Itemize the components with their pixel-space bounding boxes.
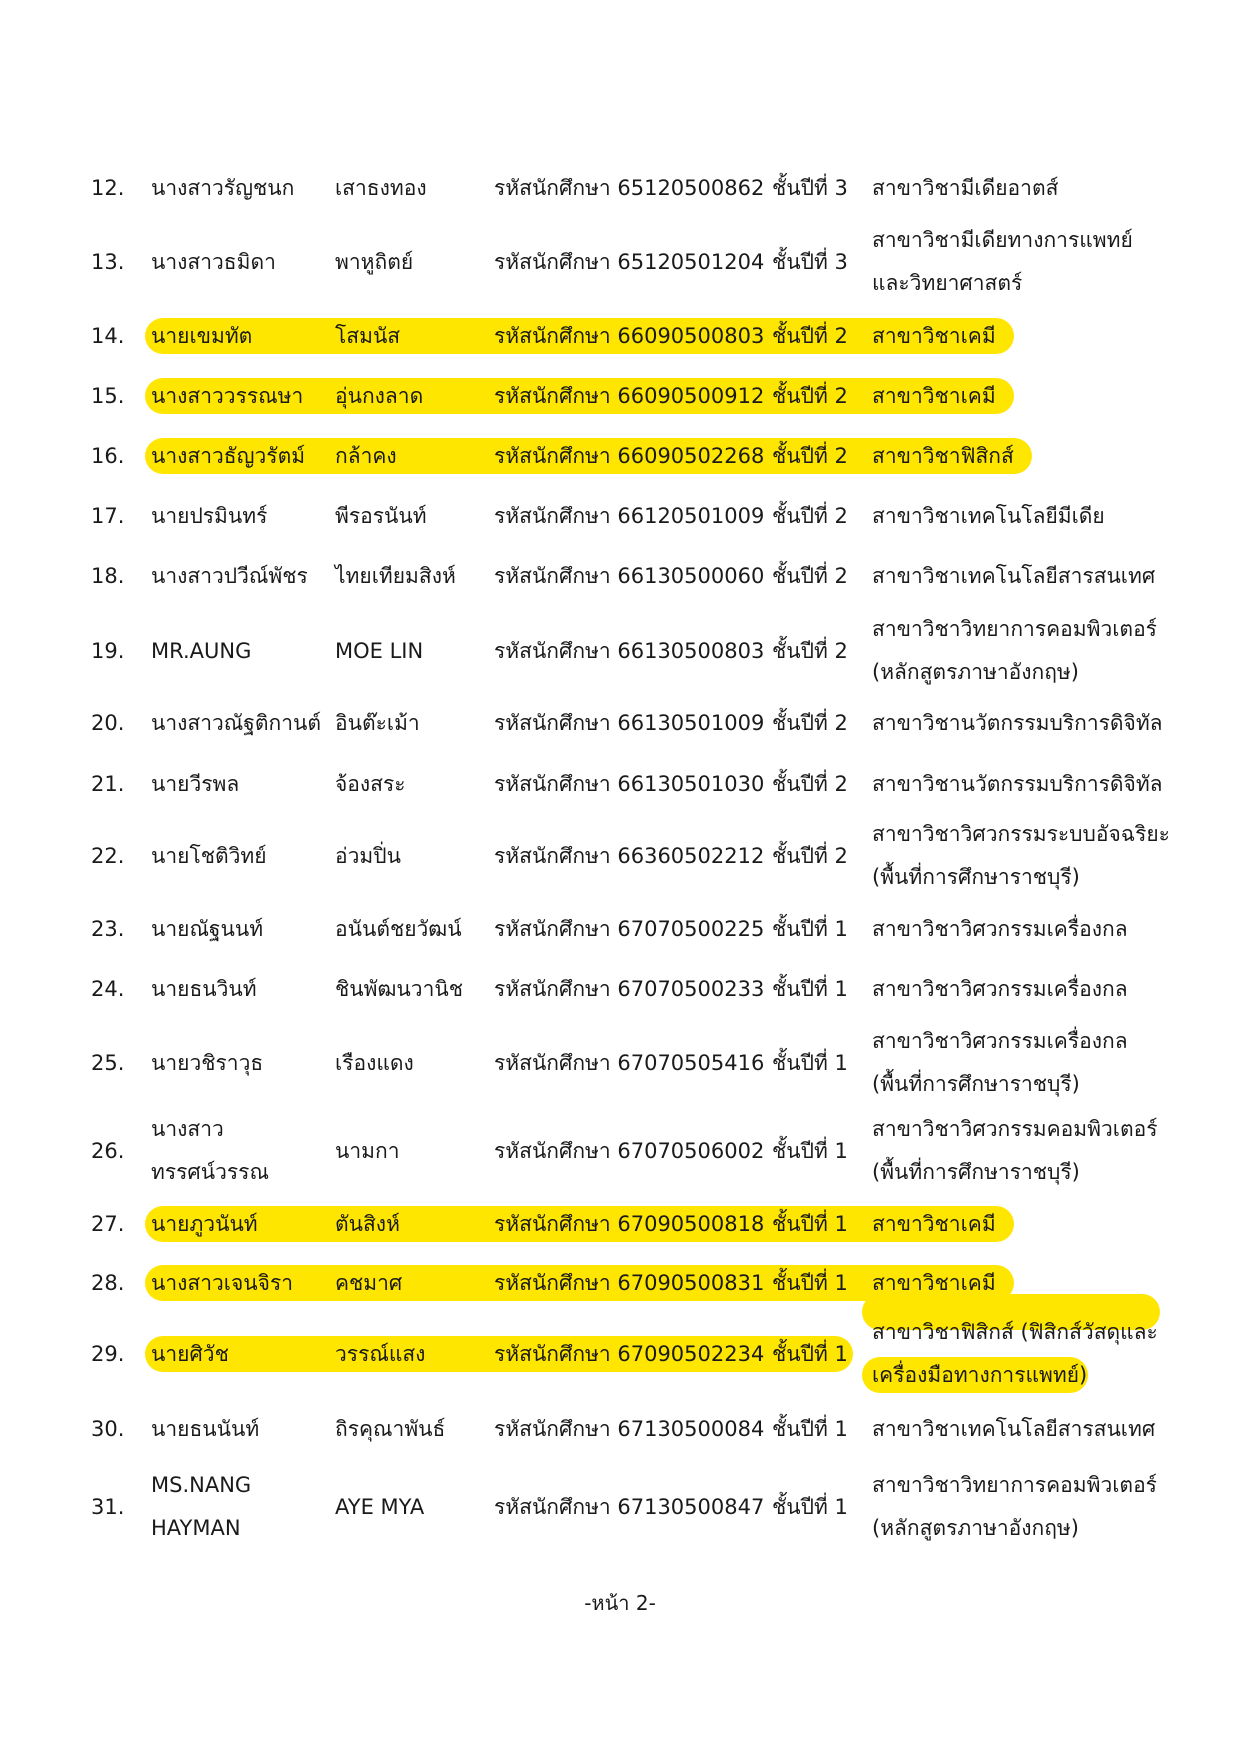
student-surname	[335, 702, 420, 745]
row-number-line: 29.	[91, 1341, 125, 1366]
student-year	[772, 908, 848, 951]
student-surname-line: เรืองแดง	[335, 1050, 414, 1075]
student-surname-line: จ้องสระ	[335, 771, 406, 796]
student-surname	[335, 167, 427, 210]
student-name	[151, 630, 251, 673]
student-id	[494, 1130, 764, 1173]
row-number-line: 14.	[91, 323, 125, 348]
row-number-line: 30.	[91, 1416, 125, 1441]
student-name-line: นายศิวัช	[151, 1341, 229, 1366]
student-year-line: ชั้นปีที่ 1	[772, 1050, 848, 1075]
student-year-line: ชั้นปีที่ 2	[772, 843, 848, 868]
student-surname	[335, 241, 413, 284]
student-name-line: นางสาวธัญวรัตม์	[151, 443, 306, 468]
student-year-line: ชั้นปีที่ 1	[772, 976, 848, 1001]
student-major	[872, 968, 1128, 1011]
student-id-line: รหัสนักศึกษา 66130500060	[494, 563, 765, 588]
row-number-line: 12.	[91, 175, 125, 200]
student-major-line: สาขาวิชาเทคโนโลยีมีเดีย	[872, 503, 1105, 528]
student-surname	[335, 495, 427, 538]
row-number	[91, 1333, 124, 1376]
student-major-line: สาขาวิชานวัตกรรมบริการดิจิทัล	[872, 771, 1163, 796]
student-year-line: ชั้นปีที่ 1	[772, 916, 848, 941]
student-year	[772, 435, 848, 478]
student-id	[494, 702, 764, 745]
student-surname	[335, 630, 423, 673]
student-id-line: รหัสนักศึกษา 66090502268	[494, 443, 765, 468]
student-name-line: นางสาวธมิดา	[151, 249, 276, 274]
row-number-line: 25.	[91, 1050, 125, 1075]
student-id-line: รหัสนักศึกษา 67070505416	[494, 1050, 765, 1075]
student-surname-line: พีรอรนันท์	[335, 503, 427, 528]
student-major	[872, 1108, 1157, 1194]
student-surname-line: ถิรคุณาพันธ์	[335, 1416, 446, 1441]
student-major-line: สาขาวิชาวิศวกรรมระบบอัจฉริยะ	[872, 822, 1170, 846]
row-number	[91, 763, 124, 806]
student-surname	[335, 1486, 424, 1529]
student-name	[151, 1464, 251, 1550]
student-major	[872, 763, 1163, 806]
student-surname-line: กล้าคง	[335, 443, 397, 468]
student-id	[494, 1408, 764, 1451]
student-id	[494, 763, 764, 806]
row-number-line: 20.	[91, 710, 125, 735]
student-name	[151, 435, 305, 478]
student-year-line: ชั้นปีที่ 2	[772, 563, 848, 588]
row-number	[91, 908, 124, 951]
student-id-line: รหัสนักศึกษา 67070500233	[494, 976, 765, 1001]
student-name-line: นางสาววรรณษา	[151, 383, 304, 408]
student-surname-line: คชมาศ	[335, 1270, 403, 1295]
student-surname-line: อินต๊ะเม้า	[335, 710, 420, 735]
student-major-line: (หลักสูตรภาษาอังกฤษ)	[872, 660, 1079, 684]
student-id	[494, 1333, 764, 1376]
student-surname-line: อ่วมปิ่น	[335, 843, 401, 868]
row-number-line: 31.	[91, 1494, 125, 1519]
student-major-line: สาขาวิชาเคมี	[872, 383, 996, 408]
student-name-line: นายวีรพล	[151, 771, 240, 796]
student-major-line: สาขาวิชาเคมี	[872, 1270, 996, 1295]
student-id-line: รหัสนักศึกษา 67090502234	[494, 1341, 765, 1366]
student-year-line: ชั้นปีที่ 2	[772, 638, 848, 663]
student-id	[494, 435, 764, 478]
student-year	[772, 555, 848, 598]
student-name-line: ทรรศน์วรรณ	[151, 1160, 269, 1184]
student-year	[772, 968, 848, 1011]
student-major	[872, 908, 1128, 951]
student-id	[494, 241, 764, 284]
student-major	[872, 219, 1133, 305]
student-id-line: รหัสนักศึกษา 66090500803	[494, 323, 765, 348]
student-surname	[335, 1203, 400, 1246]
student-name	[151, 375, 303, 418]
student-surname	[335, 1042, 414, 1085]
student-surname-line: อุ่นกงลาด	[335, 383, 424, 408]
row-number	[91, 241, 124, 284]
student-major-line: สาขาวิชาวิทยาการคอมพิวเตอร์	[872, 617, 1157, 641]
student-name-line: นายธนนันท์	[151, 1416, 260, 1441]
student-year-line: ชั้นปีที่ 3	[772, 175, 848, 200]
student-major	[872, 1464, 1157, 1550]
student-name	[151, 1108, 269, 1194]
student-major-line: สาขาวิชาวิศวกรรมเครื่องกล	[872, 916, 1128, 941]
student-name-line: นางสาวรัญชนก	[151, 175, 295, 200]
student-id	[494, 1042, 764, 1085]
student-year	[772, 1408, 848, 1451]
student-year	[772, 1333, 848, 1376]
row-number	[91, 495, 124, 538]
student-id	[494, 1486, 764, 1529]
student-id-line: รหัสนักศึกษา 65120500862	[494, 175, 765, 200]
student-year-line: ชั้นปีที่ 2	[772, 503, 848, 528]
student-id	[494, 908, 764, 951]
row-number	[91, 1203, 124, 1246]
student-id-line: รหัสนักศึกษา 66090500912	[494, 383, 765, 408]
student-name	[151, 835, 267, 878]
student-major	[872, 495, 1105, 538]
row-number-line: 22.	[91, 843, 125, 868]
student-name	[151, 908, 263, 951]
student-name-line: นายโชติวิทย์	[151, 843, 267, 868]
student-id	[494, 315, 764, 358]
row-number-line: 16.	[91, 443, 125, 468]
student-surname	[335, 315, 400, 358]
student-major	[872, 608, 1157, 694]
student-year-line: ชั้นปีที่ 2	[772, 710, 848, 735]
student-id-line: รหัสนักศึกษา 65120501204	[494, 249, 765, 274]
student-name-line: นางสาว	[151, 1117, 224, 1141]
student-name-line: นางสาวเจนจิรา	[151, 1270, 294, 1295]
student-id	[494, 375, 764, 418]
student-id-line: รหัสนักศึกษา 66130501030	[494, 771, 765, 796]
row-number	[91, 1408, 124, 1451]
student-major-line: สาขาวิชาเทคโนโลยีสารสนเทศ	[872, 1416, 1156, 1441]
student-name-line: นายณัฐนนท์	[151, 916, 264, 941]
student-surname	[335, 555, 456, 598]
row-number	[91, 1486, 124, 1529]
student-name-line: นายธนวินท์	[151, 976, 257, 1001]
row-number-line: 28.	[91, 1270, 125, 1295]
student-surname	[335, 1130, 400, 1173]
student-surname	[335, 908, 462, 951]
student-surname-line: เสาธงทอง	[335, 175, 427, 200]
student-id-line: รหัสนักศึกษา 66120501009	[494, 503, 765, 528]
student-name	[151, 968, 257, 1011]
student-id	[494, 630, 764, 673]
row-number-line: 15.	[91, 383, 125, 408]
row-number	[91, 1130, 124, 1173]
row-number	[91, 630, 124, 673]
student-year	[772, 630, 848, 673]
student-name	[151, 1042, 263, 1085]
student-major-line: สาขาวิชาวิศวกรรมเครื่องกล	[872, 976, 1128, 1001]
student-id	[494, 835, 764, 878]
row-number	[91, 1042, 124, 1085]
student-year	[772, 495, 848, 538]
student-year-line: ชั้นปีที่ 1	[772, 1138, 848, 1163]
student-year-line: ชั้นปีที่ 1	[772, 1211, 848, 1236]
student-name-line: นายวชิราวุธ	[151, 1050, 264, 1075]
row-number	[91, 968, 124, 1011]
student-major-line: สาขาวิชาฟิสิกส์ (ฟิสิกส์วัสดุและ	[872, 1320, 1158, 1344]
student-year-line: ชั้นปีที่ 2	[772, 443, 848, 468]
student-major	[872, 1311, 1158, 1397]
student-year-line: ชั้นปีที่ 2	[772, 383, 848, 408]
student-major-line: สาขาวิชาวิทยาการคอมพิวเตอร์	[872, 1473, 1157, 1497]
student-name	[151, 555, 308, 598]
student-surname	[335, 375, 423, 418]
student-name	[151, 315, 252, 358]
student-id-line: รหัสนักศึกษา 67090500831	[494, 1270, 765, 1295]
student-name-line: MS.NANG	[151, 1473, 252, 1497]
student-surname-line: AYE MYA	[335, 1494, 425, 1519]
student-name	[151, 167, 294, 210]
student-id	[494, 1262, 764, 1305]
student-surname-line: นามกา	[335, 1138, 400, 1163]
student-year	[772, 1042, 848, 1085]
student-major-line: (พื้นที่การศึกษาราชบุรี)	[872, 865, 1080, 889]
student-major-line: สาขาวิชาฟิสิกส์	[872, 443, 1014, 468]
page-number: -หน้า 2-	[584, 1591, 656, 1615]
student-year	[772, 763, 848, 806]
student-year	[772, 1262, 848, 1305]
student-major	[872, 555, 1155, 598]
student-id-line: รหัสนักศึกษา 67070506002	[494, 1138, 765, 1163]
student-year	[772, 167, 848, 210]
student-major	[872, 1203, 996, 1246]
row-number	[91, 167, 124, 210]
student-name-line: HAYMAN	[151, 1516, 241, 1540]
row-number-line: 17.	[91, 503, 125, 528]
student-id-line: รหัสนักศึกษา 66130501009	[494, 710, 765, 735]
row-number-line: 27.	[91, 1211, 125, 1236]
student-year-line: ชั้นปีที่ 1	[772, 1270, 848, 1295]
student-name-line: MR.AUNG	[151, 638, 252, 663]
student-surname	[335, 435, 397, 478]
student-major	[872, 813, 1170, 899]
student-major	[872, 1262, 996, 1305]
student-major-line: สาขาวิชามีเดียทางการแพทย์	[872, 228, 1133, 252]
student-surname	[335, 968, 463, 1011]
student-year	[772, 241, 848, 284]
student-major-line: สาขาวิชาวิศวกรรมคอมพิวเตอร์	[872, 1117, 1158, 1141]
student-name	[151, 702, 321, 745]
row-number	[91, 702, 124, 745]
student-name	[151, 1203, 258, 1246]
student-surname-line: MOE LIN	[335, 638, 424, 663]
row-number-line: 18.	[91, 563, 125, 588]
student-major-line: สาขาวิชาเคมี	[872, 1211, 996, 1236]
student-major-line: เครื่องมือทางการแพทย์)	[872, 1363, 1088, 1387]
student-id-line: รหัสนักศึกษา 67070500225	[494, 916, 765, 941]
student-major	[872, 315, 996, 358]
student-surname	[335, 1333, 425, 1376]
student-surname-line: ไทยเทียมสิงห์	[335, 563, 456, 588]
student-surname-line: พาหูถิตย์	[335, 249, 414, 274]
student-id-line: รหัสนักศึกษา 67090500818	[494, 1211, 765, 1236]
student-name	[151, 763, 239, 806]
student-year	[772, 315, 848, 358]
student-major	[872, 1020, 1128, 1106]
student-major-line: สาขาวิชาวิศวกรรมเครื่องกล	[872, 1029, 1128, 1053]
student-year	[772, 375, 848, 418]
student-name	[151, 1333, 229, 1376]
student-surname	[335, 763, 406, 806]
row-number	[91, 375, 124, 418]
student-year	[772, 1130, 848, 1173]
student-id-line: รหัสนักศึกษา 67130500847	[494, 1494, 765, 1519]
row-number-line: 21.	[91, 771, 125, 796]
student-year-line: ชั้นปีที่ 1	[772, 1341, 848, 1366]
row-number	[91, 315, 124, 358]
student-major-line: สาขาวิชาเคมี	[872, 323, 996, 348]
student-major	[872, 167, 1058, 210]
student-name-line: นางสาวณัฐติกานต์	[151, 710, 322, 735]
student-major	[872, 435, 1014, 478]
student-major-line: สาขาวิชามีเดียอาตส์	[872, 175, 1059, 200]
student-id	[494, 555, 764, 598]
student-name-line: นายภูวนันท์	[151, 1211, 258, 1236]
row-number	[91, 555, 124, 598]
student-major-line: สาขาวิชานวัตกรรมบริการดิจิทัล	[872, 710, 1163, 735]
student-surname-line: ชินพัฒนวานิช	[335, 976, 463, 1001]
student-major-line: (พื้นที่การศึกษาราชบุรี)	[872, 1160, 1080, 1184]
student-surname	[335, 835, 401, 878]
student-name	[151, 495, 267, 538]
student-major-line: สาขาวิชาเทคโนโลยีสารสนเทศ	[872, 563, 1156, 588]
row-number-line: 26.	[91, 1138, 125, 1163]
student-major	[872, 375, 996, 418]
student-year-line: ชั้นปีที่ 1	[772, 1416, 848, 1441]
row-number	[91, 1262, 124, 1305]
student-id	[494, 968, 764, 1011]
row-number	[91, 435, 124, 478]
student-id	[494, 1203, 764, 1246]
student-major	[872, 702, 1163, 745]
student-year	[772, 835, 848, 878]
student-major-line: (หลักสูตรภาษาอังกฤษ)	[872, 1516, 1079, 1540]
student-id-line: รหัสนักศึกษา 67130500084	[494, 1416, 765, 1441]
student-major-line: และวิทยาศาสตร์	[872, 271, 1023, 295]
student-year-line: ชั้นปีที่ 2	[772, 771, 848, 796]
student-year	[772, 1203, 848, 1246]
student-year-line: ชั้นปีที่ 1	[772, 1494, 848, 1519]
student-surname-line: โสมนัส	[335, 323, 401, 348]
student-name-line: นายเขมทัต	[151, 323, 253, 348]
student-year	[772, 702, 848, 745]
student-id	[494, 167, 764, 210]
row-number	[91, 835, 124, 878]
student-surname-line: อนันต์ชยวัฒน์	[335, 916, 462, 941]
student-surname	[335, 1262, 402, 1305]
student-name	[151, 1262, 293, 1305]
row-number-line: 13.	[91, 249, 125, 274]
student-name-line: นางสาวปวีณ์พัชร	[151, 563, 308, 588]
student-year-line: ชั้นปีที่ 3	[772, 249, 848, 274]
student-id	[494, 495, 764, 538]
student-year	[772, 1486, 848, 1529]
student-major-line: (พื้นที่การศึกษาราชบุรี)	[872, 1072, 1080, 1096]
row-number-line: 23.	[91, 916, 125, 941]
student-surname-line: ตันสิงห์	[335, 1211, 400, 1236]
student-id-line: รหัสนักศึกษา 66130500803	[494, 638, 765, 663]
student-surname-line: วรรณ์แสง	[335, 1341, 426, 1366]
row-number-line: 19.	[91, 638, 125, 663]
student-id-line: รหัสนักศึกษา 66360502212	[494, 843, 765, 868]
student-name	[151, 1408, 259, 1451]
student-name	[151, 241, 276, 284]
row-number-line: 24.	[91, 976, 125, 1001]
student-name-line: นายปรมินทร์	[151, 503, 268, 528]
student-major	[872, 1408, 1155, 1451]
student-year-line: ชั้นปีที่ 2	[772, 323, 848, 348]
student-surname	[335, 1408, 445, 1451]
